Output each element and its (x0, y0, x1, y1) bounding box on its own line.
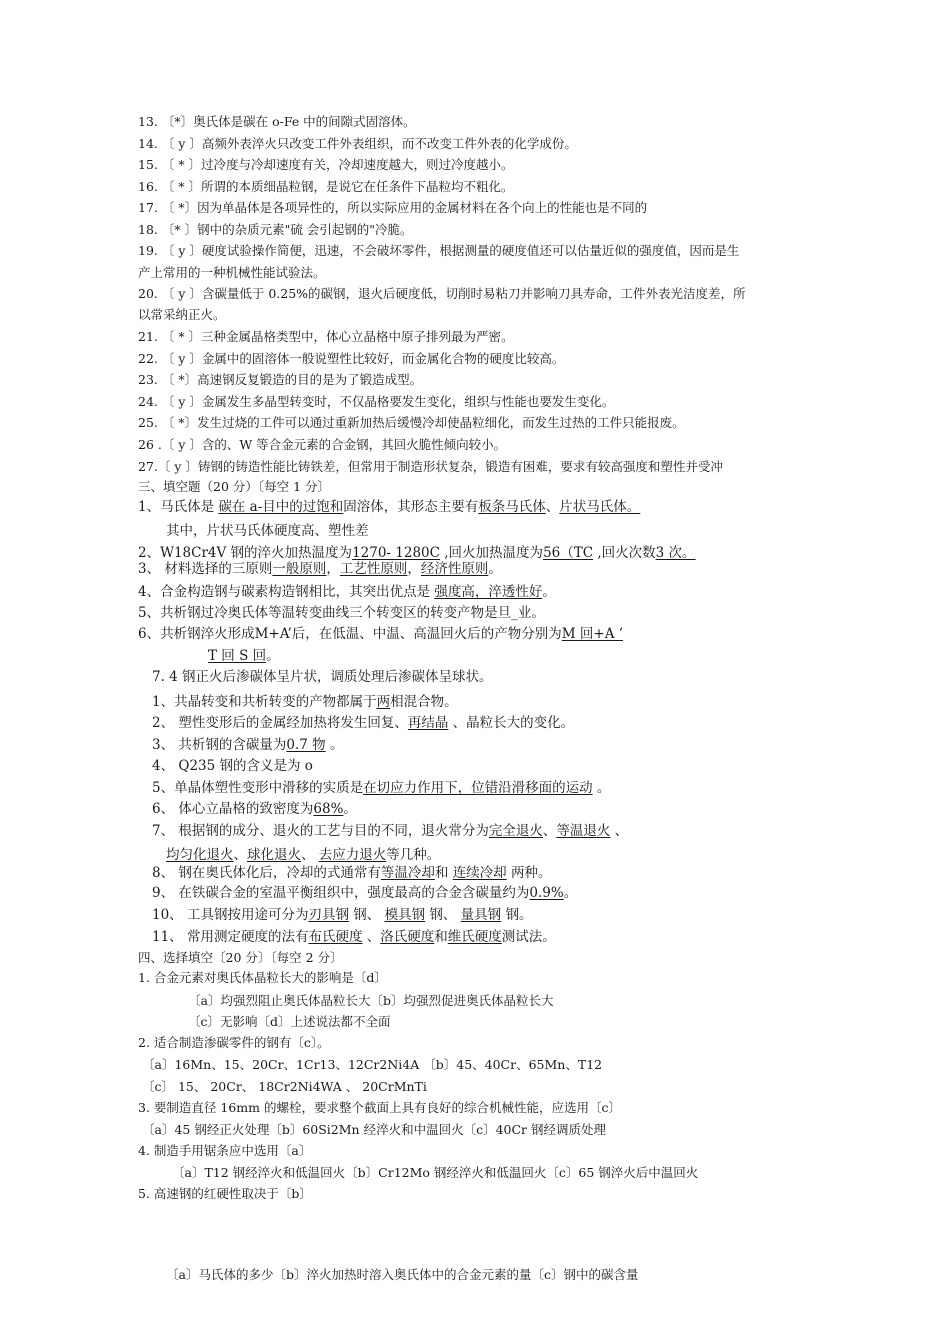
fill-item-6: 6、共析钢淬火形成M+A’后，在低温、中温、高温回火后的产物分别为M 回+A ’ (138, 626, 624, 642)
tf-item-13: 13. 〔*〕奥氏体是碳在 o-Fe 中的间隙式固溶体。 (138, 114, 416, 129)
fill-item-6-cont: T 回 S 回。 (208, 648, 280, 664)
tf-item-26: 26 .〔 y 〕含的、W 等合金元素的合金钢，其回火脆性倾向较小。 (138, 437, 507, 452)
tf-item-23: 23. 〔 *〕高速钢反复锻造的目的是为了锻造成型。 (138, 372, 423, 387)
tf-item-19-cont: 产上常用的一种机械性能试验法。 (138, 265, 326, 280)
fill-item-1: 1、马氏体是 碳在 a-目中的过饱和固溶体，其形态主要有板条马氏体、片状马氏体。 (138, 499, 641, 515)
tf-item-20: 20. 〔 y 〕含碳量低于 0.25%的碳钢，退火后硬度低，切削时易粘刀并影响刀具寿命，工件外表光洁度差，所 (138, 286, 746, 301)
fill2-item-8: 8、 钢在奥氏体化后，冷却的式通常有等温冷却和 连续冷却 两种。 (152, 865, 552, 881)
choice-q2-options-ab: 〔a〕16Mn、15、20Cr、1Cr13、12Cr2Ni4A 〔b〕45、40Cr、65Mn、T12 (142, 1057, 603, 1072)
tf-item-25: 25. 〔 *〕发生过烧的工件可以通过重新加热后缓慢冷却使晶粒细化，而发生过热的工件只能报废。 (138, 415, 685, 430)
fill2-item-7-cont: 均匀化退火、球化退火、 去应力退火等几种。 (166, 847, 441, 863)
section-fill-title: 三、填空题（20 分）〔每空 1 分〕 (138, 479, 331, 494)
section-choice-title: 四、选择填空〔20 分〕〔每空 2 分〕 (138, 950, 343, 965)
choice-q1: 1. 合金元素对奥氏体晶粒长大的影响是〔d〕 (138, 970, 387, 985)
choice-q1-options-ab: 〔a〕均强烈阻止奥氏体晶粒长大〔b〕均强烈促进奥氏体晶粒长大 (188, 993, 554, 1008)
fill2-item-1: 1、共晶转变和共析转变的产物都属于两相混合物。 (152, 694, 458, 710)
tf-item-21: 21. 〔 * 〕三种金属晶格类型中，体心立晶格中原子排列最为严密。 (138, 329, 514, 344)
tf-item-19: 19. 〔 y 〕硬度试验操作简便，迅速，不会破坏零件，根据测量的硬度值还可以估量近似的强度值，因而是生 (138, 243, 740, 258)
tf-item-18: 18. 〔* 〕钢中的杂质元素"硫 会引起钢的"冷脆。 (138, 222, 413, 237)
fill2-item-3: 3、 共析钢的含碳量为0.7 物 。 (152, 737, 344, 753)
fill-item-7: 7. 4 钢正火后渗碳体呈片状，调质处理后渗碳体呈球状。 (152, 669, 493, 685)
choice-q2: 2. 适合制造渗碳零件的钢有〔c〕。 (138, 1035, 330, 1050)
fill2-item-7: 7、 根据钢的成分、退火的工艺与目的不同，退火常分为完全退火、等温退火 、 (152, 823, 629, 839)
tf-item-14: 14. 〔 y 〕高频外表淬火只改变工件外表组织，而不改变工件外表的化学成份。 (138, 136, 577, 151)
fill-item-3: 3、 材料选择的三原则一般原则，工艺性原则，经济性原则。 (138, 561, 502, 577)
fill2-item-9: 9、 在铁碳合金的室温平衡组织中，强度最高的合金含碳量约为0.9%。 (152, 885, 578, 901)
tf-item-17: 17. 〔 *〕因为单晶体是各项异性的，所以实际应用的金属材料在各个向上的性能也是不同的 (138, 200, 648, 215)
tf-item-27: 27.〔 y 〕铸钢的铸造性能比铸铁差，但常用于制造形状复杂，锻造有困难，要求有较高强度和塑性并受冲 (138, 459, 723, 474)
fill2-item-6: 6、 体心立晶格的致密度为68%。 (152, 801, 357, 817)
tf-item-24: 24. 〔 y 〕金属发生多晶型转变时，不仅晶格要发生变化，组织与性能也要发生变化。 (138, 394, 615, 409)
choice-q3: 3. 要制造直径 16mm 的螺栓，要求整个截面上具有良好的综合机械性能，应选用〔c〕 (138, 1100, 621, 1115)
choice-q2-option-c: 〔c〕 15、 20Cr、 18Cr2Ni4WA 、 20CrMnTi (142, 1079, 427, 1094)
fill-item-2: 2、W18Cr4V 钢的淬火加热温度为1270- 1280C ,回火加热温度为56（TC ,回火次数3 次。 (138, 545, 696, 561)
fill2-item-2: 2、 塑性变形后的金属经加热将发生回复、再结晶 、晶粒长大的变化。 (152, 715, 575, 731)
choice-q5: 5. 高速钢的红硬性取决于〔b〕 (138, 1186, 312, 1201)
choice-q5-options: 〔a〕马氏体的多少〔b〕淬火加热时溶入奥氏体中的合金元素的量〔c〕钢中的碳含量 (166, 1267, 639, 1282)
tf-item-15: 15. 〔 * 〕过冷度与冷却速度有关，冷却速度越大，则过冷度越小。 (138, 157, 514, 172)
choice-q3-options: 〔a〕45 钢经正火处理〔b〕60Si2Mn 经淬火和中温回火〔c〕40Cr 钢经调质处理 (142, 1122, 606, 1137)
choice-q1-options-cd: 〔c〕无影响〔d〕上述说法都不全面 (188, 1014, 391, 1029)
fill-item-5: 5、共析钢过冷奥氏体等温转变曲线三个转变区的转变产物是旦_业。 (138, 605, 545, 621)
fill-item-4: 4、合金构造钢与碳素构造钢相比，其突出优点是 强度高，淬透性好。 (138, 584, 556, 600)
fill2-item-4: 4、 Q235 钢的含义是为 o (152, 758, 313, 774)
tf-item-20-cont: 以常采纳正火。 (138, 307, 226, 322)
tf-item-22: 22. 〔 y 〕金属中的固溶体一般说塑性比较好，而金属化合物的硬度比较高。 (138, 351, 565, 366)
fill2-item-10: 10、 工具钢按用途可分为刃具钢 钢、 模具钢 钢、 量具钢 钢。 (152, 907, 533, 923)
fill2-item-11: 11、 常用测定硬度的法有布氏硬度 、洛氏硬度和维氏硬度测试法。 (152, 929, 556, 945)
tf-item-16: 16. 〔 * 〕所谓的本质细晶粒钢，是说它在任条件下晶粒均不粗化。 (138, 179, 514, 194)
choice-q4-options: 〔a〕T12 钢经淬火和低温回火〔b〕Cr12Mo 钢经淬火和低温回火〔c〕65 钢淬火后中温回火 (172, 1165, 699, 1180)
choice-q4: 4. 制造手用锯条应中选用〔a〕 (138, 1143, 312, 1158)
fill-item-1-cont: 其中，片状马氏体硬度高、塑性差 (166, 523, 369, 539)
fill2-item-5: 5、单晶体塑性变形中滑移的实质是在切应力作用下，位错沿滑移面的运动 。 (152, 780, 611, 796)
